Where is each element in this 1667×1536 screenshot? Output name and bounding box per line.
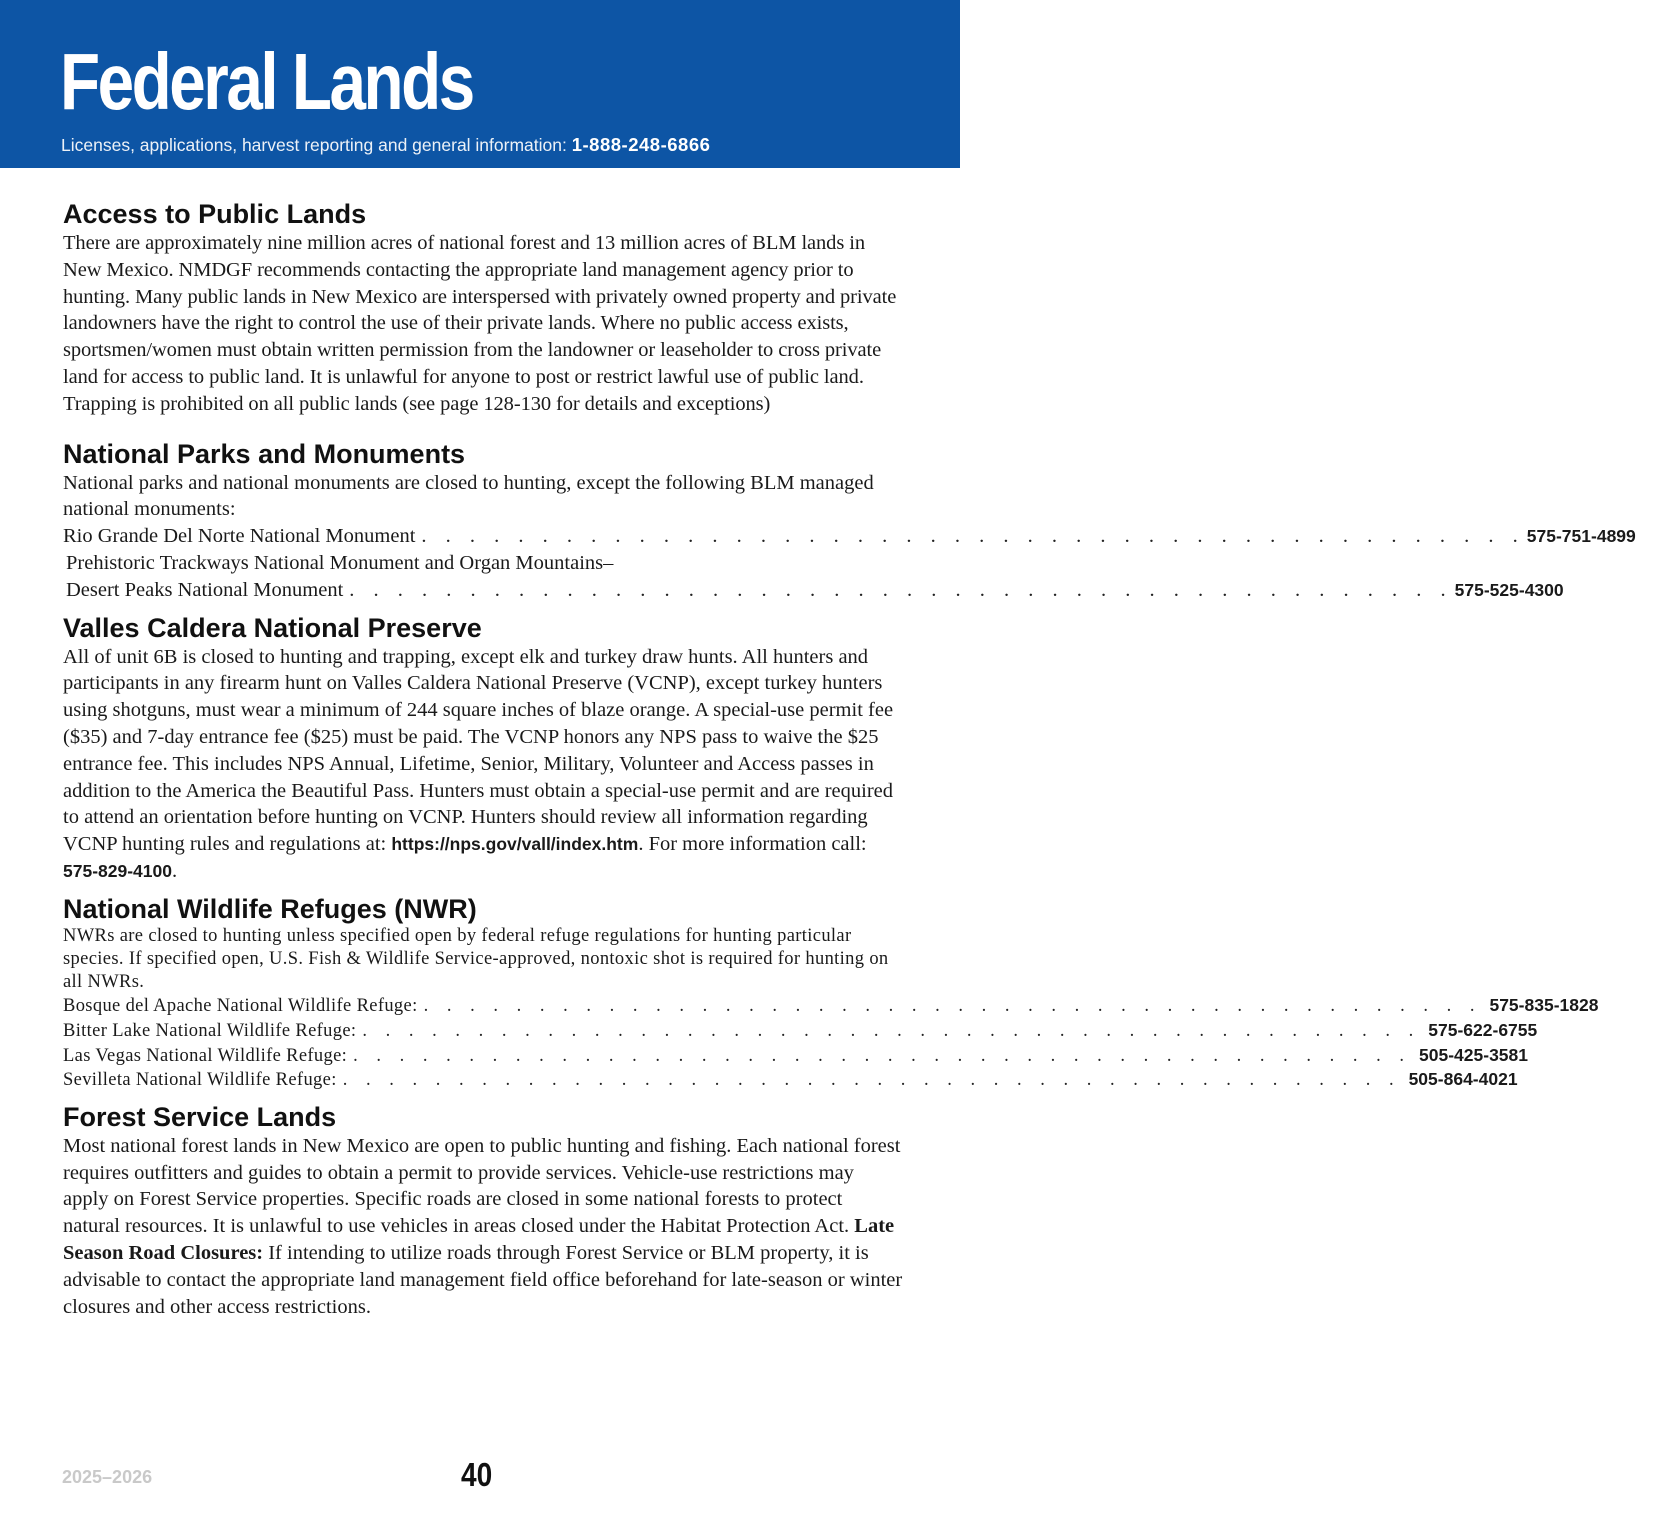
section-heading: Valles Caldera National Preserve xyxy=(63,612,482,643)
banner-subtitle xyxy=(61,134,710,156)
contact-phone: 575-751-4899 xyxy=(1526,526,1636,547)
section-body: National parks and national monuments are closed to hunting, except the following BLM managed national monuments: xyxy=(63,471,874,521)
refuge-name: Bosque del Apache National Wildlife Refuge: xyxy=(63,996,418,1017)
section-body xyxy=(63,1133,903,1321)
contact-name: Rio Grande Del Norte National Monument xyxy=(63,525,416,548)
section-heading: National Parks and Monuments xyxy=(63,438,466,469)
refuge-name: Las Vegas National Wildlife Refuge: xyxy=(63,1045,348,1066)
refuge-row xyxy=(63,1044,1528,1069)
page-number: 40 xyxy=(461,1456,493,1493)
section-heading: National Wildlife Refuges (NWR) xyxy=(63,893,477,924)
section-body: There are approximately nine million acres of national forest and 13 million acres of BLM lands in New Mexico. NMDGF recommends contacting the appropriate land management agency prior to hunting. Many public lands in New Mexico are interspersed with privately owned property and private landowners have the right to control the use of their private lands. Where no public access exists, sportsmen/women must obtain written permission from the landowner or leaseholder to cross private land for access to public land. It is unlawful for anyone to post or restrict lawful use of public land. Trapping is prohibited on all public lands (see page 128-130 for details and exceptions) xyxy=(63,232,897,415)
vcnp-url: https://nps.gov/vall/index.htm xyxy=(391,834,639,855)
contact-phone: 575-525-4300 xyxy=(1454,579,1564,600)
refuge-name: Bitter Lake National Wildlife Refuge: xyxy=(63,1020,357,1041)
header-banner xyxy=(0,0,960,168)
refuge-contact-list xyxy=(63,994,1599,1092)
refuge-phone: 505-864-4021 xyxy=(1408,1069,1518,1090)
section-heading: Access to Public Lands xyxy=(63,199,367,229)
section-national-parks xyxy=(63,438,1636,604)
refuge-phone: 575-835-1828 xyxy=(1489,995,1599,1016)
more-info-text: . For more information call: xyxy=(638,833,867,856)
section-access-public-lands xyxy=(63,198,903,418)
dot-leader: . . . . . . . . . . . . . . . . . . . . . . . . . . . . . . . . . . . . . . . . . . . . . . xyxy=(353,1045,1412,1066)
contact-name: Desert Peaks National Monument xyxy=(66,578,344,601)
road-closures-label: Late Season Road Closures: xyxy=(63,1215,895,1264)
valles-body-text: All of unit 6B is closed to hunting and trapping, except elk and turkey draw hunts. All hunters and participants in any firearm hunt on Valles Caldera National Preserve (VCNP), except turkey hunters using shotguns, must wear a minimum of 244 square inches of blaze orange. A special-use permit fee ($35) and 7-day entrance fee ($25) must be paid. The VCNP honors any NPS pass to waive the $25 entrance fee. This includes NPS Annual, Lifetime, Senior, Military, Volunteer and Access passes in addition to the America the Beautiful Pass. Hunters must obtain a special-use permit and are required to attend an orientation before hunting on VCNP. Hunters should review all information regarding VCNP hunting rules and regulations at: xyxy=(63,645,894,856)
page-title: Federal Lands xyxy=(60,37,473,126)
dot-leader: . . . . . . . . . . . . . . . . . . . . . . . . . . . . . . . . . . . . . . . . . . . . . . xyxy=(362,1020,1421,1041)
contact-name-line: Prehistoric Trackways National Monument and Organ Mountains– xyxy=(66,551,614,574)
section-forest-service xyxy=(63,1101,903,1321)
section-valles-caldera xyxy=(63,612,903,885)
vcnp-phone: 575-829-4100 xyxy=(63,860,172,881)
section-heading: Forest Service Lands xyxy=(63,1101,337,1132)
section-body xyxy=(63,644,903,885)
dot-leader: . . . . . . . . . . . . . . . . . . . . . . . . . . . . . . . . . . . . . . . . . . . . . . xyxy=(349,578,1453,601)
section-wildlife-refuges xyxy=(63,893,1599,1093)
refuge-row xyxy=(63,1068,1518,1093)
refuge-phone: 505-425-3581 xyxy=(1419,1044,1528,1065)
dot-leader: . . . . . . . . . . . . . . . . . . . . . . . . . . . . . . . . . . . . . . . . . . . . . . xyxy=(421,525,1525,548)
refuge-row xyxy=(63,994,1599,1019)
refuge-phone: 575-622-6755 xyxy=(1428,1019,1538,1040)
contact-row-desert-peaks xyxy=(63,577,1564,604)
section-body: NWRs are closed to hunting unless specified open by federal refuge regulations for hunting particular species. If specified open, U.S. Fish & Wildlife Service-approved, nontoxic shot is required for hunting on all NWRs. xyxy=(63,925,889,993)
refuge-row xyxy=(63,1019,1538,1044)
dot-leader: . . . . . . . . . . . . . . . . . . . . . . . . . . . . . . . . . . . . . . . . . . . . . . xyxy=(342,1070,1401,1091)
forest-body-text: Most national forest lands in New Mexico are open to public hunting and fishing. Each national forest requires outfitters and guides to obtain a permit to provide services. Vehicle-use restrictions may apply on Forest Service properties. Specific roads are closed in some national forests to protect natural resources. It is unlawful to use vehicles in areas closed under the Habitat Protection Act. xyxy=(63,1134,901,1238)
banner-subtitle-label: Licenses, applications, harvest reporting and general information: xyxy=(61,135,567,155)
main-content xyxy=(63,198,1636,1320)
dot-leader: . . . . . . . . . . . . . . . . . . . . . . . . . . . . . . . . . . . . . . . . . . . . . . xyxy=(423,996,1482,1017)
contact-row-rio-grande xyxy=(63,523,1636,550)
footer-year: 2025–2026 xyxy=(62,1467,153,1487)
refuge-name: Sevilleta National Wildlife Refuge: xyxy=(63,1070,337,1091)
forest-body-after: If intending to utilize roads through Forest Service or BLM property, it is advisable to contact the appropriate land management field office beforehand for late-season or winter closures and other access restrictions. xyxy=(63,1241,903,1318)
sentence-end: . xyxy=(171,859,178,882)
banner-phone: 1-888-248-6866 xyxy=(571,134,711,155)
